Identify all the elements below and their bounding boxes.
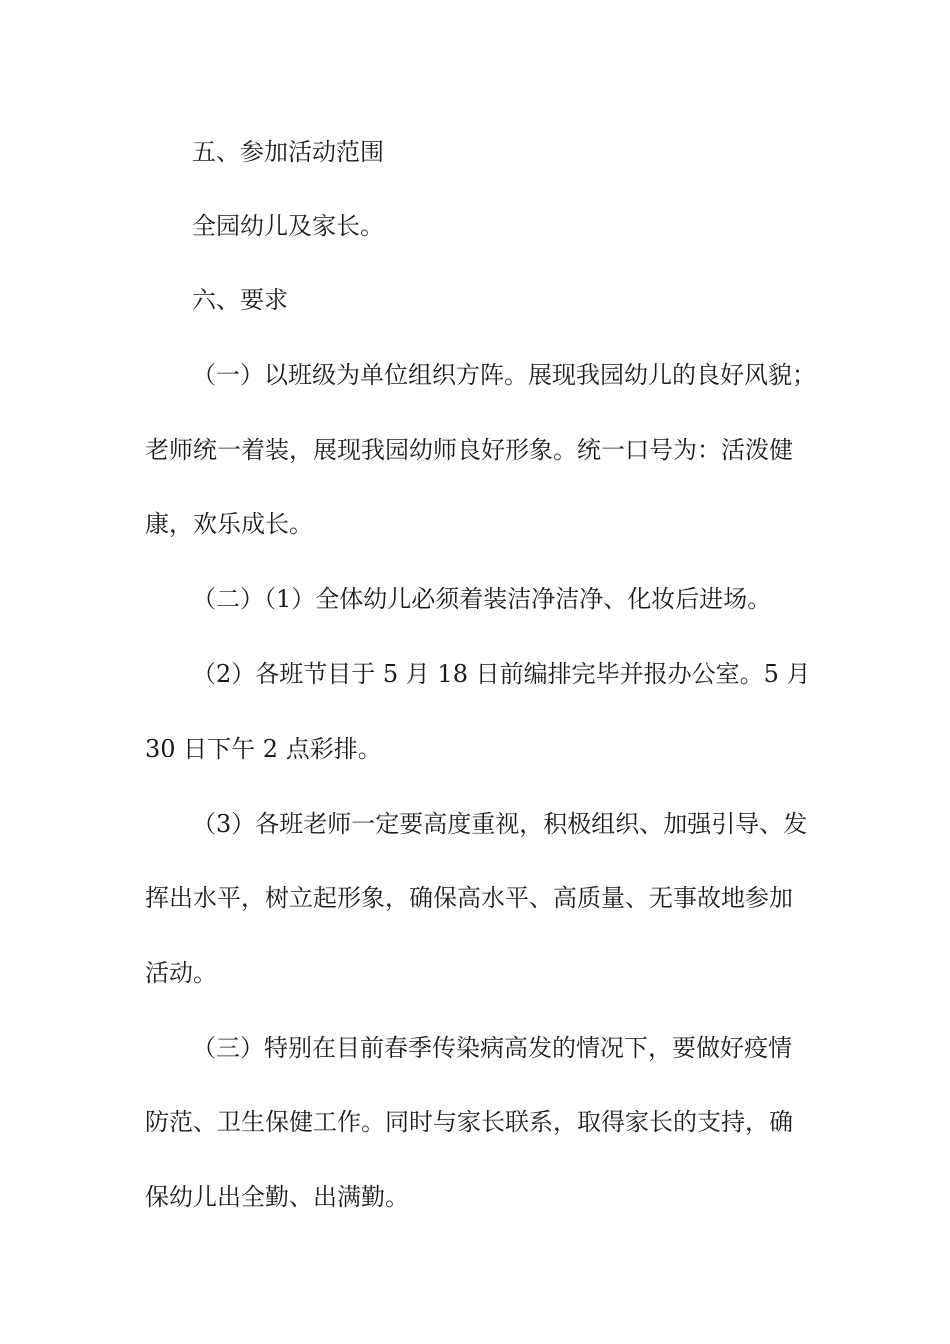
paragraph-line: 防范、卫生保健工作。同时与家长联系，取得家长的支持，确 [145, 1108, 793, 1136]
paragraph-scope: 全园幼儿及家长。 [192, 212, 384, 240]
paragraph-line: （2）各班节目于 5 月 18 日前编排完毕并报办公室。5 月 [192, 660, 811, 688]
paragraph-line: 老师统一着装，展现我园幼师良好形象。统一口号为：活泼健 [145, 436, 793, 464]
paragraph-line: （三）特别在目前春季传染病高发的情况下，要做好疫情 [192, 1034, 792, 1062]
paragraph-line: 保幼儿出全勤、出满勤。 [145, 1183, 409, 1211]
section-heading-scope: 五、参加活动范围 [192, 138, 384, 166]
paragraph-line: （3）各班老师一定要高度重视，积极组织、加强引导、发 [192, 810, 808, 838]
section-heading-requirements: 六、要求 [192, 286, 288, 314]
paragraph-line: 挥出水平，树立起形象，确保高水平、高质量、无事故地参加 [145, 884, 793, 912]
paragraph-line: 活动。 [145, 959, 217, 987]
paragraph-line: （一）以班级为单位组织方阵。展现我园幼儿的良好风貌； [192, 361, 816, 389]
paragraph-line: 30 日下午 2 点彩排。 [145, 735, 382, 763]
paragraph-line: 康，欢乐成长。 [145, 510, 313, 538]
paragraph-line: （二）（1）全体幼儿必须着装洁净洁净、化妆后进场。 [192, 585, 772, 613]
